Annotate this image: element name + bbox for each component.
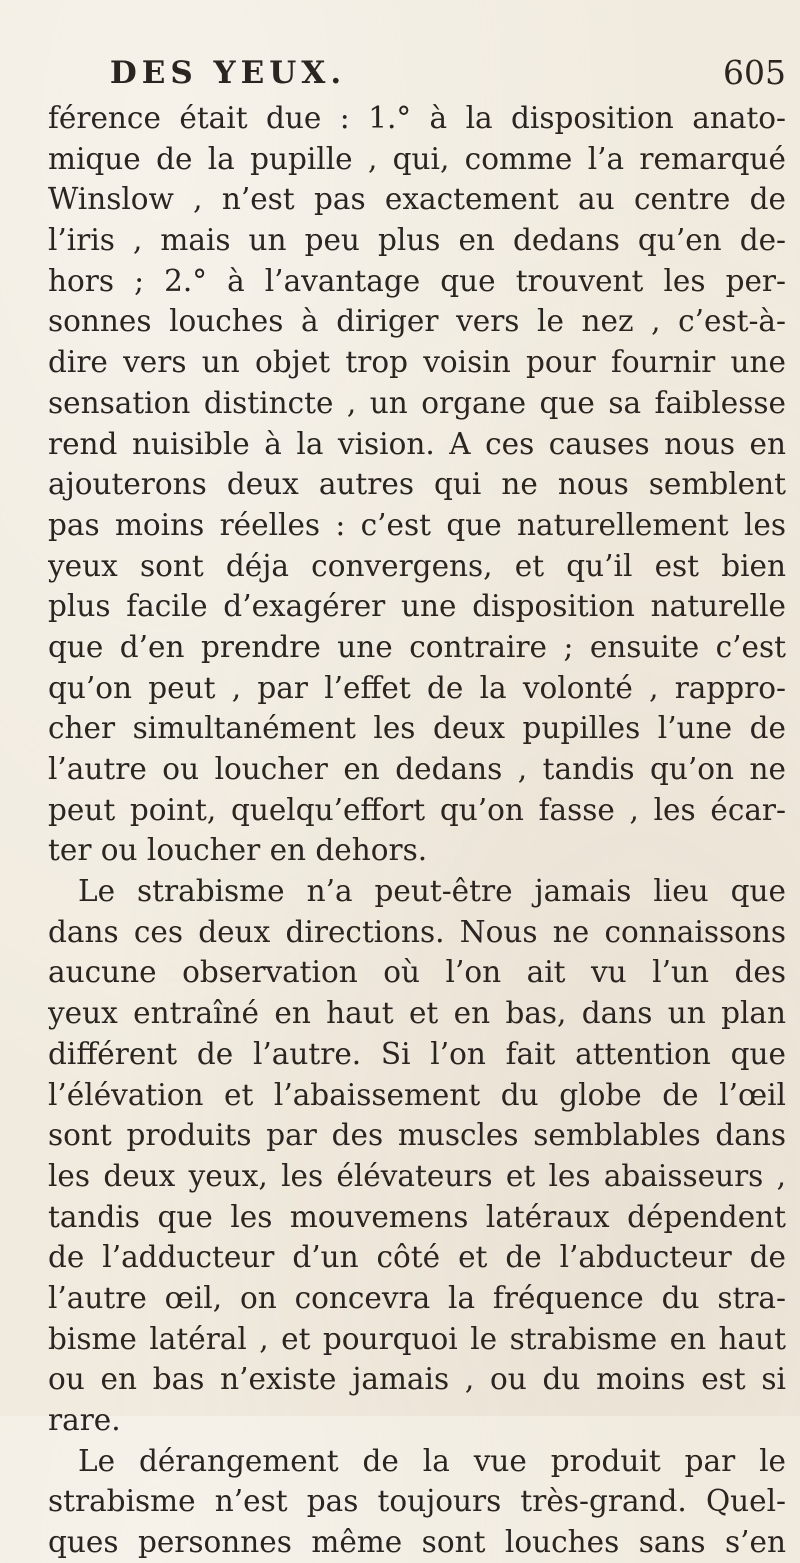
text-line: sonnes louches à diriger vers le nez , c’est-à- xyxy=(48,304,786,339)
text-line: l’iris , mais un peu plus en dedans qu’en de- xyxy=(48,223,786,258)
text-line: strabisme n’est pas toujours très-grand. Quel- xyxy=(48,1484,786,1519)
text-line: peut point, quelqu’effort qu’on fasse , les écar- xyxy=(48,792,786,827)
page-number: 605 xyxy=(723,53,786,92)
text-line-paragraph-end: ter ou loucher en dehors. xyxy=(48,833,428,868)
text-line: yeux sont déja convergens, et qu’il est bien xyxy=(48,548,786,583)
text-line: tandis que les mouvemens latéraux dépendent xyxy=(48,1199,786,1234)
text-line: ou en bas n’existe jamais , ou du moins est si xyxy=(48,1362,786,1397)
text-line: hors ; 2.° à l’avantage que trouvent les per- xyxy=(48,263,786,298)
text-line: que d’en prendre une contraire ; ensuite c’est xyxy=(48,629,786,664)
text-line: sont produits par des muscles semblables dans xyxy=(48,1118,786,1153)
text-line: les deux yeux, les élévateurs et les abaisseurs , xyxy=(48,1158,786,1193)
text-line: mique de la pupille , qui, comme l’a remarqué xyxy=(48,141,786,176)
text-line: plus facile d’exagérer une disposition naturelle xyxy=(48,589,786,624)
running-head xyxy=(44,50,786,96)
text-line: qu’on peut , par l’effet de la volonté , rappro- xyxy=(48,670,786,705)
text-line: bisme latéral , et pourquoi le strabisme en haut xyxy=(48,1321,786,1356)
text-line-paragraph-start: Le strabisme n’a peut-être jamais lieu que xyxy=(78,874,786,909)
text-line: cher simultanément les deux pupilles l’une de xyxy=(48,711,786,746)
text-line: sensation distincte , un organe que sa faiblesse xyxy=(48,385,786,420)
text-line: dans ces deux directions. Nous ne connaissons xyxy=(48,914,786,949)
text-line: ajouterons deux autres qui ne nous semblent xyxy=(48,467,786,502)
text-line: pas moins réelles : c’est que naturellement les xyxy=(48,507,786,542)
text-line: aucune observation où l’on ait vu l’un des xyxy=(48,955,786,990)
text-line: l’élévation et l’abaissement du globe de l’œil xyxy=(48,1077,786,1112)
text-line: ques personnes même sont louches sans s’en xyxy=(48,1525,786,1560)
text-line: l’autre œil, on concevra la fréquence du stra- xyxy=(48,1280,786,1315)
text-line: férence était due : 1.° à la disposition anato- xyxy=(48,101,786,135)
text-line: rend nuisible à la vision. A ces causes nous en xyxy=(48,426,786,461)
running-title: DES YEUX. xyxy=(109,55,347,91)
text-line-paragraph-end: rare. xyxy=(48,1403,121,1437)
text-line: l’autre ou loucher en dedans , tandis qu’on ne xyxy=(48,752,786,786)
text-line-paragraph-start: Le dérangement de la vue produit par le xyxy=(78,1443,786,1478)
text-line: différent de l’autre. Si l’on fait attention que xyxy=(48,1036,786,1071)
text-line: yeux entraîné en haut et en bas, dans un plan xyxy=(48,996,786,1031)
text-line: de l’adducteur d’un côté et de l’abducteur de xyxy=(48,1240,786,1275)
text-line: dire vers un objet trop voisin pour fournir une xyxy=(48,345,786,380)
text-line: Winslow , n’est pas exactement au centre de xyxy=(48,182,786,217)
body-text xyxy=(48,98,786,1563)
